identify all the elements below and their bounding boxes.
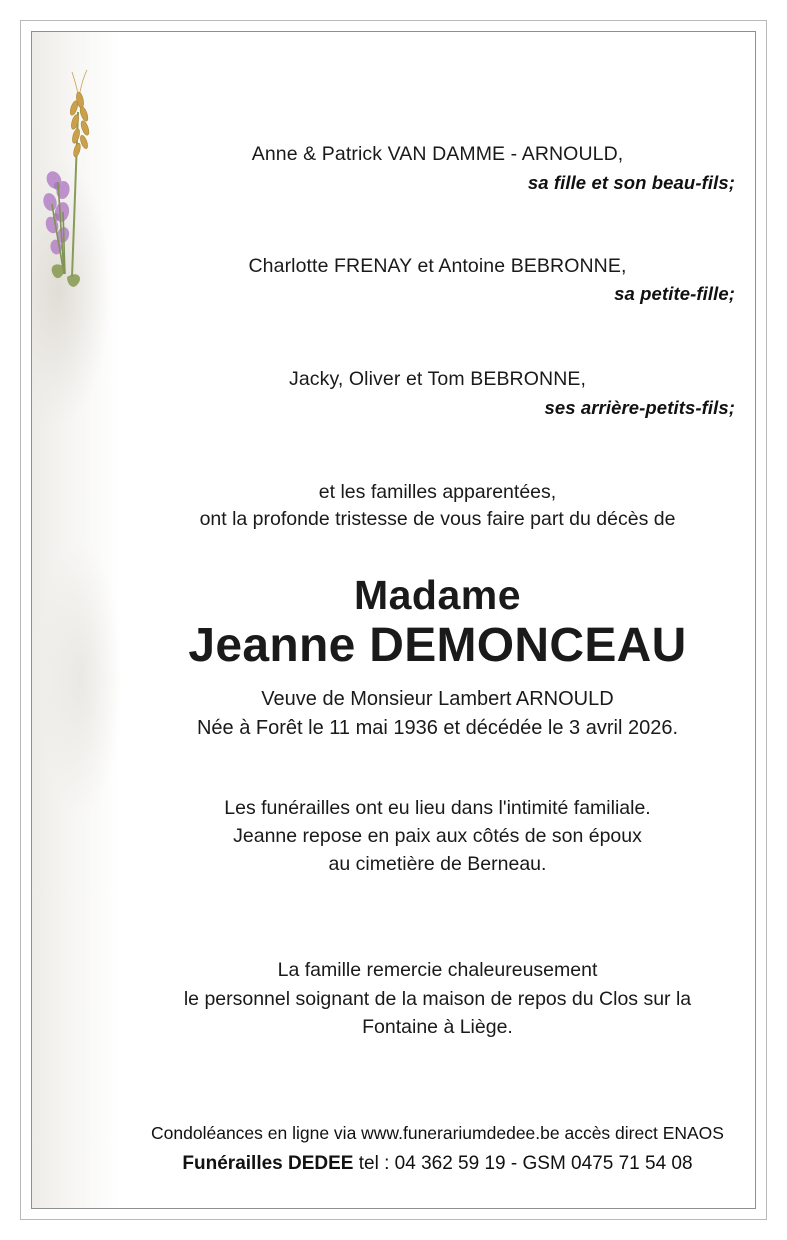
funeral-home-name: Funérailles DEDEE (182, 1153, 354, 1175)
condolences-line: Condoléances en ligne via www.funerariumdedee.be accès direct ENAOS (151, 1122, 724, 1143)
announcement-content (120, 32, 755, 1208)
families-statement (120, 479, 755, 532)
survivor-group-3 (120, 367, 755, 419)
ceremony-line-2: Jeanne repose en paix aux côtés de son époux (233, 824, 642, 847)
survivor-group-2 (120, 254, 755, 306)
flower-and-wheat-illustration (32, 62, 120, 362)
survivor-names: Anne & Patrick VAN DAMME - ARNOULD, (251, 143, 624, 165)
funeral-home-line (120, 1151, 755, 1178)
thanks-line-1: La famille remercie chaleureusement (277, 959, 598, 982)
survivor-names: Jacky, Oliver et Tom BEBRONNE, (288, 368, 586, 391)
footer (120, 1121, 755, 1178)
deceased-name: Jeanne DEMONCEAU (188, 619, 687, 673)
decorative-side-band (32, 32, 120, 1208)
ceremony-line-1: Les funérailles ont eu lieu dans l'intimité familiale. (224, 796, 651, 819)
deceased-spouse: Veuve de Monsieur Lambert ARNOULD (261, 687, 614, 710)
survivor-relation: sa petite-fille; (614, 283, 735, 305)
funeral-home-contact: tel : 04 362 59 19 - GSM 0475 71 54 08 (353, 1153, 693, 1175)
thanks-line-2: le personnel soignant de la maison de repos du Clos sur la (183, 987, 692, 1010)
thanks-message (120, 956, 755, 1041)
families-line-2: ont la profonde tristesse de vous faire part du décès de (199, 507, 676, 530)
families-line-1: et les familles apparentées, (318, 481, 557, 504)
survivor-names: Charlotte FRENAY et Antoine BEBRONNE, (248, 254, 627, 277)
deceased-title: Madame (353, 572, 522, 619)
deceased-dates: Née à Forêt le 11 mai 1936 et décédée le 3 avril 2026. (196, 716, 679, 739)
survivor-group-1 (120, 142, 755, 194)
thanks-line-3: Fontaine à Liège. (362, 1016, 513, 1038)
survivor-relation: sa fille et son beau-fils; (527, 171, 735, 193)
survivor-relation: ses arrière-petits-fils; (544, 397, 735, 419)
ceremony-line-3: au cimetière de Berneau. (328, 853, 547, 876)
ceremony-info (120, 794, 755, 879)
